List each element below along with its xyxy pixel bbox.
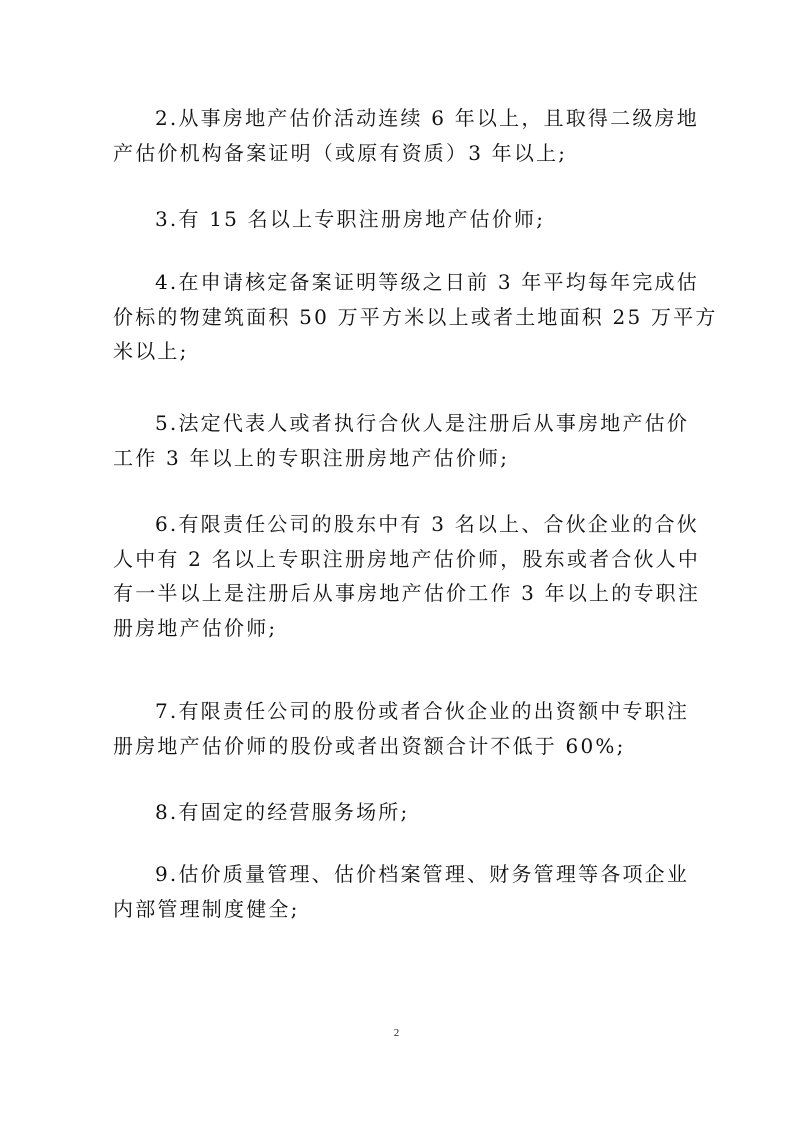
paragraph-item-2 [113,101,699,170]
paragraph-line: 内部管理制度健全; [113,896,300,921]
paragraph-line: 册房地产估价师的股份或者出资额合计不低于 60%; [113,733,626,758]
paragraph-item-3 [113,202,673,237]
paragraph-item-9 [113,857,690,926]
paragraph-item-5 [113,406,690,475]
paragraph-line: 人中有 2 名以上专职注册房地产估价师，股东或者合伙人中 [113,546,701,571]
paragraph-item-8 [113,795,673,830]
paragraph-line: 米以上; [113,339,189,363]
page-number: 2 [393,1027,400,1039]
paragraph-item-4 [113,265,718,369]
paragraph-line: 6.有限责任公司的股东中有 3 名以上、合伙企业的合伙 [155,512,699,536]
paragraph-line: 4.在申请核定备案证明等级之日前 3 年平均每年完成估 [155,270,699,294]
paragraph-item-6 [113,507,701,645]
paragraph-line: 有一半以上是注册后从事房地产估价工作 3 年以上的专职注 [113,581,701,605]
paragraph-line: 册房地产估价师; [113,615,278,640]
paragraph-line: 价标的物建筑面积 50 万平方米以上或者土地面积 25 万平方 [113,304,718,329]
paragraph-line: 产估价机构备案证明（或原有资质）3 年以上; [113,140,568,165]
paragraph-line: 工作 3 年以上的专职注册房地产估价师; [113,445,510,470]
paragraph-line: 9.估价质量管理、估价档案管理、财务管理等各项企业 [155,862,690,886]
paragraph-line: 3.有 15 名以上专职注册房地产估价师; [155,207,546,231]
paragraph-line: 8.有固定的经营服务场所; [155,800,410,824]
paragraph-line: 2.从事房地产估价活动连续 6 年以上，且取得二级房地 [155,106,699,130]
paragraph-item-7 [113,694,690,763]
paragraph-line: 7.有限责任公司的股份或者合伙企业的出资额中专职注 [155,699,690,723]
paragraph-line: 5.法定代表人或者执行合伙人是注册后从事房地产估价 [155,411,690,435]
